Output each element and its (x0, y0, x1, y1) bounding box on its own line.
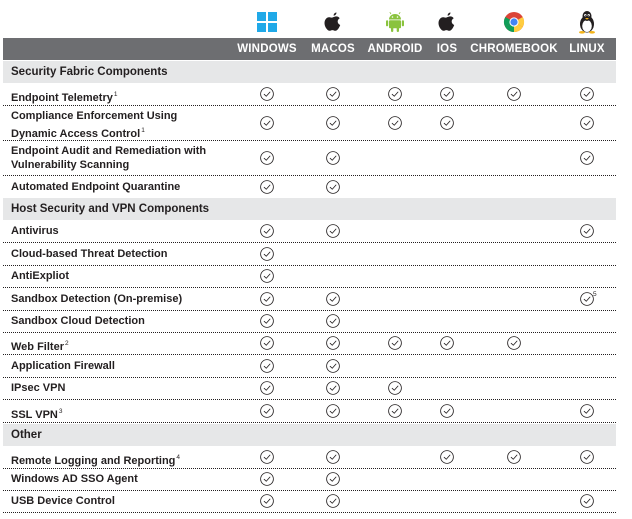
table-row (3, 490, 616, 513)
check-icon (580, 151, 595, 166)
feature-label: Application Firewall (11, 359, 115, 372)
check-icon (507, 450, 522, 465)
table-row (3, 377, 616, 400)
feature-label: Endpoint Audit and Remediation with Vulnerability Scanning (11, 145, 207, 171)
section-header (3, 198, 616, 220)
check-icon (260, 247, 275, 262)
feature-label: SSL VPN$^3$ (11, 407, 63, 421)
feature-label: Web Filter$^2$ (11, 339, 69, 353)
check-icon (260, 224, 275, 239)
check-icon (388, 336, 403, 351)
column-header-linux: LINUX (569, 43, 605, 55)
check-icon (580, 494, 595, 509)
check-icon (326, 359, 341, 374)
feature-label: Antivirus (11, 224, 59, 237)
feature-label: AntiExpliot (11, 269, 70, 282)
section-title: Host Security and VPN Components (11, 203, 210, 215)
check-icon (260, 472, 275, 487)
footnote-marker: 5 (593, 291, 597, 298)
section-title: Other (11, 429, 42, 441)
column-header-ios: IOS (436, 43, 458, 55)
table-row (3, 141, 616, 176)
column-header-chromebook: CHROMEBOOK (470, 43, 558, 55)
check-icon (388, 381, 403, 396)
feature-label: Sandbox Detection (On-premise) (11, 292, 183, 305)
check-icon (388, 116, 403, 131)
check-icon (260, 359, 275, 374)
check-icon (260, 180, 275, 195)
check-icon (260, 381, 275, 396)
check-icon (326, 404, 341, 419)
check-icon (326, 224, 341, 239)
feature-label: IPsec VPN (11, 381, 66, 394)
table-header (3, 38, 616, 60)
check-icon (388, 87, 403, 102)
check-icon (260, 292, 275, 307)
check-icon (507, 87, 522, 102)
column-header-windows: WINDOWS (237, 43, 297, 55)
check-icon (326, 87, 341, 102)
chrome-logo-icon (502, 10, 526, 34)
section-header (3, 61, 616, 83)
check-icon (580, 450, 595, 465)
platform-logos (0, 0, 632, 38)
table-row (3, 468, 616, 491)
check-icon (580, 116, 595, 131)
column-header-android: ANDROID (367, 43, 423, 55)
apple-logo-icon (321, 10, 345, 34)
feature-label: Cloud-based Threat Detection (11, 247, 168, 260)
column-header-macos: MACOS (311, 43, 355, 55)
apple-logo-icon (435, 10, 459, 34)
table-row (3, 83, 616, 106)
windows-logo-icon (255, 10, 279, 34)
check-icon (260, 494, 275, 509)
feature-label: Windows AD SSO Agent (11, 472, 138, 485)
table-row (3, 332, 616, 355)
table-row (3, 220, 616, 243)
table-row (3, 243, 616, 266)
check-icon (440, 450, 455, 465)
linux-tux-icon (575, 10, 599, 34)
footnote-marker: 1 (141, 126, 145, 134)
check-icon (260, 314, 275, 329)
check-icon (440, 336, 455, 351)
footnote-marker: 2 (64, 339, 69, 347)
check-icon (326, 314, 341, 329)
android-logo-icon (383, 10, 407, 34)
feature-label: Remote Logging and Reporting$^4$ (11, 453, 181, 467)
check-icon (326, 292, 341, 307)
table-row (3, 176, 616, 199)
check-icon (440, 404, 455, 419)
table-row (3, 355, 616, 378)
check-icon (260, 87, 275, 102)
feature-label: Sandbox Cloud Detection (11, 314, 145, 327)
table-row (3, 106, 616, 141)
check-icon (507, 336, 522, 351)
check-icon (260, 151, 275, 166)
check-icon (580, 224, 595, 239)
feature-label: Automated Endpoint Quarantine (11, 180, 181, 193)
check-icon (260, 450, 275, 465)
table-row (3, 288, 616, 311)
check-icon (260, 336, 275, 351)
section-header (3, 424, 616, 446)
check-icon (440, 116, 455, 131)
check-icon (326, 494, 341, 509)
section-title: Security Fabric Components (11, 66, 168, 78)
check-icon (326, 151, 341, 166)
check-icon (388, 404, 403, 419)
check-icon (580, 87, 595, 102)
check-icon (326, 116, 341, 131)
feature-label: Compliance Enforcement Using Dynamic Access Control$^1$ (11, 110, 178, 140)
check-icon (260, 116, 275, 131)
footnote-marker: 4 (176, 453, 181, 461)
check-icon (326, 336, 341, 351)
table-row (3, 310, 616, 333)
check-icon (326, 180, 341, 195)
footnote-marker: 1 (113, 90, 118, 98)
check-icon (260, 269, 275, 284)
check-icon (260, 404, 275, 419)
table-row (3, 265, 616, 288)
feature-label: Endpoint Telemetry$^1$ (11, 90, 118, 104)
table-row (3, 400, 616, 423)
check-icon (326, 381, 341, 396)
check-icon (580, 404, 595, 419)
check-icon (326, 450, 341, 465)
table-row (3, 446, 616, 469)
check-icon (326, 472, 341, 487)
footnote-marker: 3 (58, 407, 63, 415)
check-icon (440, 87, 455, 102)
feature-label: USB Device Control (11, 494, 115, 507)
